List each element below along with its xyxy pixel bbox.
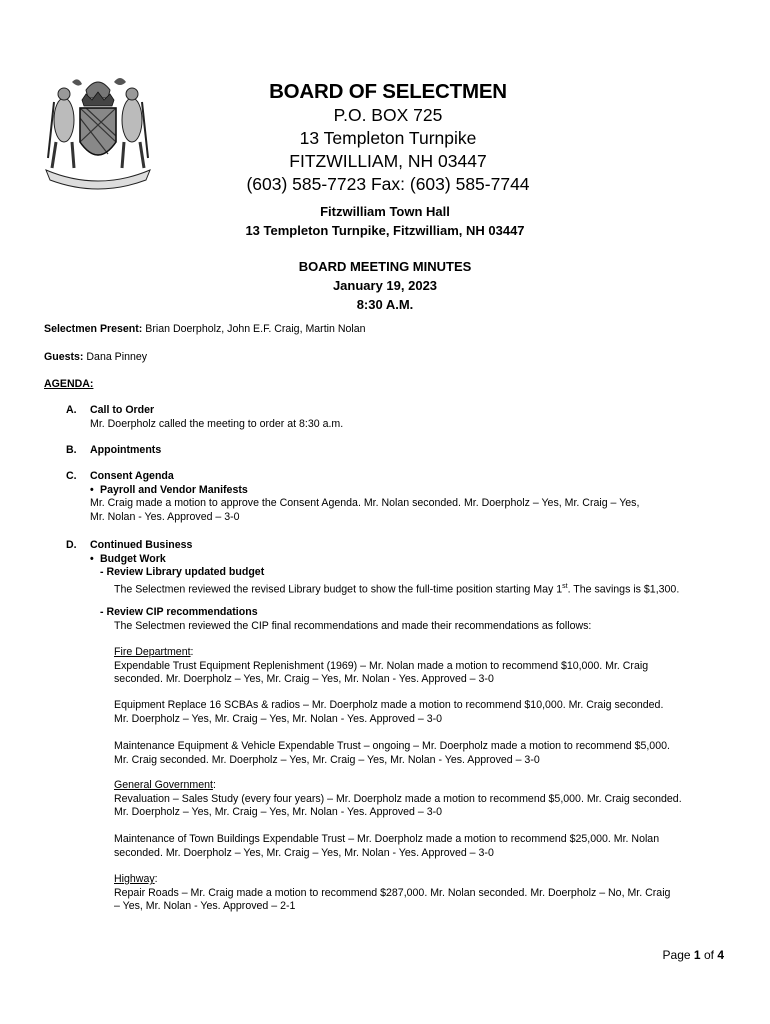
meeting-location	[100, 202, 670, 240]
phone-fax: (603) 585-7723 Fax: (603) 585-7744	[246, 174, 530, 194]
fire3-line1: Maintenance Equipment & Vehicle Expendable Trust – ongoing – Mr. Doerpholz made a motion to recommend $5,000.	[114, 740, 670, 752]
hwy1-line1: Repair Roads – Mr. Craig made a motion to recommend $287,000. Mr. Nolan seconded. Mr. Doerpholz – No, Mr. Craig	[114, 886, 671, 899]
library-heading: - Review Library updated budget	[100, 566, 265, 579]
item-c-letter: C.	[66, 470, 77, 482]
location-name: Fitzwilliam Town Hall	[320, 204, 450, 219]
meeting-time: 8:30 A.M.	[356, 297, 414, 312]
item-d-title: Continued Business	[90, 539, 193, 551]
gov-item-2	[114, 833, 734, 860]
fire-section: Fire Department: Expendable Trust Equipment Replenishment (1969) – Mr. Nolan made a motion to recommend $10,000. Mr. Craig seconded. Mr. Doerpholz – Yes, Mr. Craig – Yes, Mr. Nolan - Yes. Approved – 3-0	[114, 646, 734, 687]
bullet-icon: •	[90, 552, 94, 565]
present-names: Brian Doerpholz, John E.F. Craig, Martin Nolan	[145, 323, 366, 335]
item-b-title: Appointments	[90, 444, 162, 456]
item-c-bullet	[90, 484, 730, 498]
selectmen-present	[44, 323, 366, 337]
item-c-line2: Mr. Nolan - Yes. Approved – 3-0	[90, 511, 240, 524]
item-b	[90, 444, 730, 458]
guests-label: Guests:	[44, 351, 84, 363]
city-state-zip: FITZWILLIAM, NH 03447	[289, 151, 487, 171]
item-a-text: Mr. Doerpholz called the meeting to order at 8:30 a.m.	[90, 417, 344, 430]
highway-label: Highway	[114, 873, 155, 885]
item-b-letter: B.	[66, 444, 77, 456]
library-text	[114, 580, 734, 597]
cip-heading: - Review CIP recommendations	[100, 606, 258, 618]
meeting-date: January 19, 2023	[332, 278, 438, 293]
page-number	[663, 948, 724, 962]
gov-section: General Government: Revaluation – Sales Study (every four years) – Mr. Doerpholz made a motion to recommend $5,000. Mr. Craig seconded. Mr. Doerpholz – Yes, Mr. Craig – Yes, Mr. Nolan - Yes. Approved – 3-0	[114, 779, 734, 820]
item-a	[90, 404, 730, 431]
minutes-heading: BOARD MEETING MINUTES	[298, 259, 472, 274]
item-d-bullet-text: Budget Work	[100, 552, 166, 565]
gov2-line1: Maintenance of Town Buildings Expendable Trust – Mr. Doerpholz made a motion to recommend $25,000. Mr. Nolan	[114, 833, 660, 845]
item-a-letter: A.	[66, 404, 77, 416]
item-c-title: Consent Agenda	[90, 470, 174, 482]
agenda-label: AGENDA:	[44, 378, 94, 390]
item-a-title: Call to Order	[90, 404, 155, 416]
library-text-post: . The savings is $1,300.	[567, 583, 680, 596]
letterhead	[150, 80, 626, 196]
gov2-line2: seconded. Mr. Doerpholz – Yes, Mr. Craig – Yes, Mr. Nolan - Yes. Approved – 3-0	[114, 846, 494, 859]
item-c	[90, 470, 730, 525]
guests	[44, 351, 147, 365]
board-title: BOARD OF SELECTMEN	[269, 80, 507, 103]
po-box: P.O. BOX 725	[333, 105, 443, 125]
guests-names: Dana Pinney	[86, 351, 148, 363]
hwy1-line2: – Yes, Mr. Nolan - Yes. Approved – 2-1	[114, 900, 296, 913]
item-d	[90, 539, 730, 580]
fire-label: Fire Department	[114, 646, 191, 658]
bullet-icon: •	[90, 483, 94, 496]
item-c-bullet-text: Payroll and Vendor Manifests	[100, 483, 248, 496]
page-total: 4	[717, 948, 724, 962]
street-address: 13 Templeton Turnpike	[299, 128, 477, 148]
location-address: 13 Templeton Turnpike, Fitzwilliam, NH 03447	[245, 223, 525, 238]
item-c-line1: Mr. Craig made a motion to approve the Consent Agenda. Mr. Nolan seconded. Mr. Doerpholz – Yes, Mr. Craig – Yes,	[90, 497, 640, 510]
fire2-line1: Equipment Replace 16 SCBAs & radios – Mr. Doerpholz made a motion to recommend $10,000. Mr. Craig seconded.	[114, 699, 664, 711]
fire1-line1: Expendable Trust Equipment Replenishment (1969) – Mr. Nolan made a motion to recommend $10,000. Mr. Craig	[114, 659, 649, 672]
fire3-line2: Mr. Craig seconded. Mr. Doerpholz – Yes, Mr. Craig – Yes, Mr. Nolan - Yes. Approved – 3-0	[114, 753, 540, 766]
gov1-line2: Mr. Doerpholz – Yes, Mr. Craig – Yes, Mr. Nolan - Yes. Approved – 3-0	[114, 806, 442, 819]
cip-intro: The Selectmen reviewed the CIP final recommendations and made their recommendations as follows:	[114, 620, 592, 632]
library-text-pre: The Selectmen reviewed the revised Library budget to show the full-time position starting May 1	[114, 583, 563, 596]
gov1-line1: Revaluation – Sales Study (every four years) – Mr. Doerpholz made a motion to recommend $5,000. Mr. Craig seconded.	[114, 792, 682, 805]
item-d-bullet	[90, 553, 730, 567]
item-d-letter: D.	[66, 539, 77, 551]
fire2-line2: Mr. Doerpholz – Yes, Mr. Craig – Yes, Mr. Nolan - Yes. Approved – 3-0	[114, 712, 442, 725]
library-text-sup: st	[562, 583, 568, 590]
of-word: of	[703, 948, 714, 962]
gov-label: General Government	[114, 779, 213, 791]
present-label: Selectmen Present:	[44, 323, 143, 335]
fire1-line2: seconded. Mr. Doerpholz – Yes, Mr. Craig – Yes, Mr. Nolan - Yes. Approved – 3-0	[114, 673, 494, 686]
highway-section: Highway: Repair Roads – Mr. Craig made a motion to recommend $287,000. Mr. Nolan seconded. Mr. Doerpholz – No, Mr. Craig – Yes, Mr. Nolan - Yes. Approved – 2-1	[114, 873, 734, 914]
page-current: 1	[693, 948, 701, 962]
page-word: Page	[662, 948, 691, 962]
fire-item-3	[114, 740, 734, 767]
fire-item-2	[114, 699, 734, 726]
meeting-info	[100, 257, 670, 314]
town-seal-icon	[42, 72, 154, 192]
